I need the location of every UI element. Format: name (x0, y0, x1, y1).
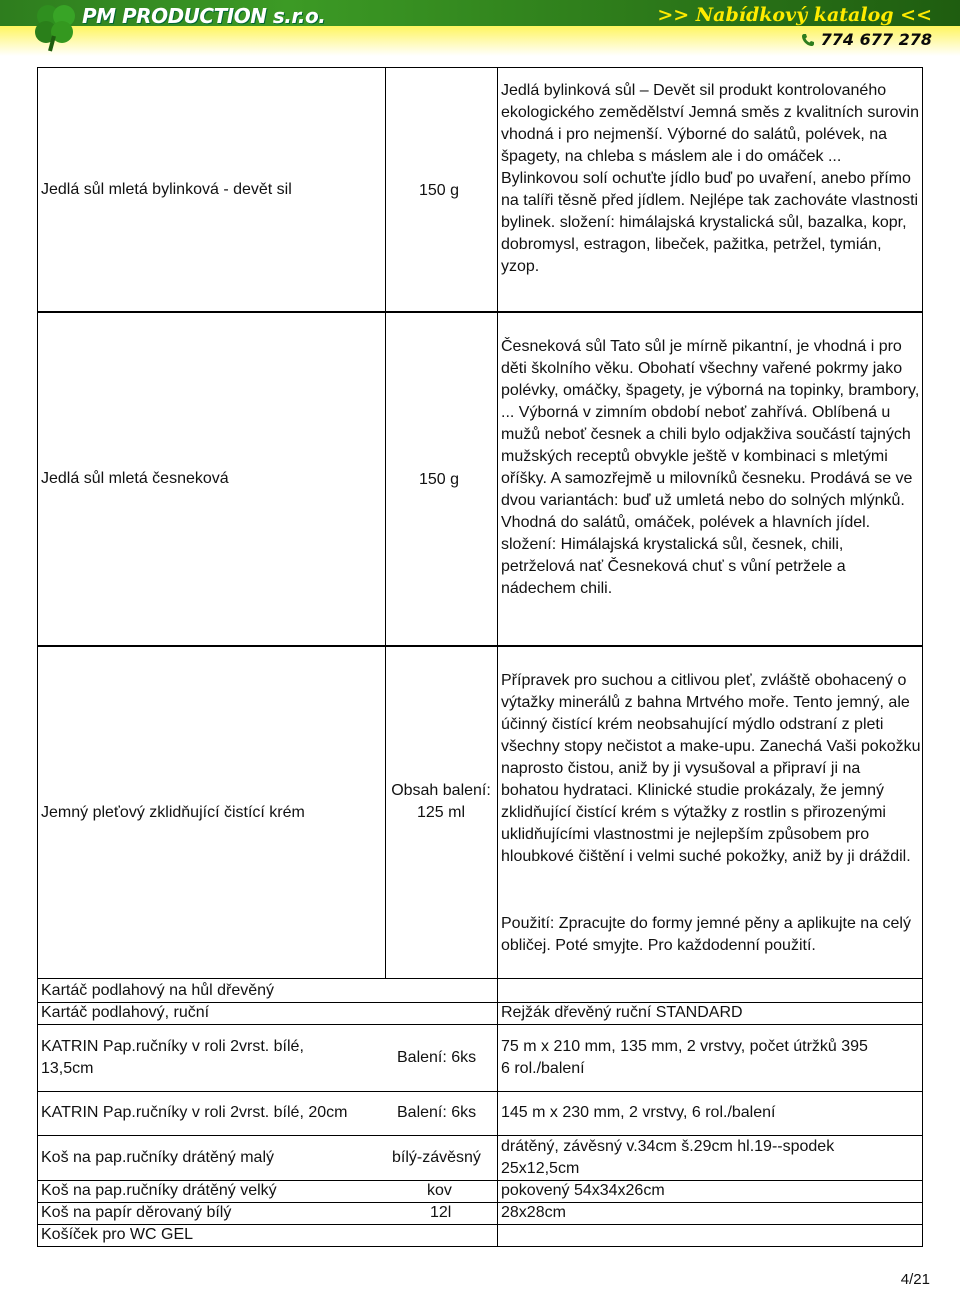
item-package: 12l (430, 1204, 452, 1221)
page-number: 4/21 (900, 1271, 930, 1288)
product-name: Jemný pleťový zklidňující čistící krém (41, 804, 305, 821)
item-description: 28x28cm (501, 1204, 566, 1221)
item-name: KATRIN Pap.ručníky v roli 2vrst. bílé, (41, 1038, 304, 1055)
item-name: Koš na papír děrovaný bílý (41, 1204, 232, 1221)
divider (497, 312, 498, 646)
item-description: 75 m x 210 mm, 135 mm, 2 vrstvy, počet útržků 395 (501, 1038, 868, 1055)
product-size: 150 g (419, 471, 460, 488)
item-package: bílý-závěsný (392, 1149, 481, 1166)
item-name: Koš na pap.ručníky drátěný malý (41, 1149, 275, 1166)
item-package: kov (427, 1182, 452, 1199)
item-name: Kartáč podlahový na hůl dřevěný (41, 982, 275, 999)
item-name: Koš na pap.ručníky drátěný velký (41, 1182, 277, 1199)
divider (385, 312, 386, 646)
product-name: Jedlá sůl mletá česneková (41, 470, 229, 487)
item-description: 145 m x 230 mm, 2 vrstvy, 6 rol./balení (501, 1104, 776, 1121)
item-description: 6 rol./balení (501, 1060, 585, 1077)
row-line (37, 1024, 923, 1025)
phone-icon (801, 33, 815, 47)
product-description: Přípravek pro suchou a citlivou pleť, zvláště obohacený o výtažky minerálů z bahna Mrtvého moře. Tento jemný, ale účinný čistící krém neobsahující mýdlo odstraní z pleti všechny stopy nečistot a make-upu. Zanechá Vaši pokožku naprosto čistou, aniž by ji vysušoval a připraví ji na bohatou hydrataci. Klinické studie prokázaly, že jemný zklidňující čistící krém s výtažky z rostlin s přirozenými uklidňujícími vlastnostmi je nejlepším způsobem pro hloubkové čištění i velmi suché pokožky, aniž by ji dráždil. (501, 672, 921, 865)
phone-text: 774 677 278 (820, 30, 932, 49)
catalog-title: >> Nabídkový katalog << (657, 4, 932, 26)
row-line (37, 1091, 923, 1092)
item-description: Rejžák dřevěný ruční STANDARD (501, 1004, 743, 1021)
item-name: Kartáč podlahový, ruční (41, 1004, 210, 1021)
item-package: Balení: 6ks (397, 1049, 477, 1066)
divider (497, 67, 498, 312)
item-package: Balení: 6ks (397, 1104, 477, 1121)
product-size: 150 g (419, 182, 460, 199)
divider (497, 646, 498, 979)
phone-number (801, 30, 932, 49)
product-name: Jedlá sůl mletá bylinková - devět sil (41, 181, 292, 198)
item-description: pokovený 54x34x26cm (501, 1182, 665, 1199)
product-description: Jedlá bylinková sůl – Devět sil produkt kontrolovaného ekologického zemědělství Jemná směs z kvalitních surovin vhodná i pro nejmenší. Výborné do salátů, polévek, na špagety, na chleba s máslem ale i do omáček ... Bylinkovou solí ochuťte jídlo buď po uvaření, anebo přímo na talíři těsně před jídlem. Nejlépe tak zachováte vlastnosti bylinek. složení: himálajská krystalická sůl, bazalka, kopr, dobromysl, estragon, libeček, pažitka, petržel, tymián, yzop. (501, 82, 919, 275)
divider (497, 979, 498, 1247)
divider (385, 67, 386, 312)
clover-logo-icon (26, 2, 90, 52)
item-description: 25x12,5cm (501, 1160, 580, 1177)
product-description: Česneková sůl Tato sůl je mírně pikantní, je vhodná i pro děti školního věku. Obohatí všechny vařené pokrmy jako polévky, omáčky, špagety, je výborná na topinky, brambory, ... Výborná v zimním období neboť zahřívá. Oblíbená u mužů neboť česnek a chili bylo odjakživa součástí tajných mužských receptů obvykle ještě v kombinaci s mletými oříšky. A samozřejmě u milovníků česneku. Prodává se ve dvou variantách: buď už umletá nebo do solných mlýnků. Vhodná do salátů, omáček, polévek a hlavních jídel. složení: Himálajská krystalická sůl, česnek, chili, petrželová nať Česneková chuť s vůní petržele a nádechem chili. (501, 338, 920, 597)
item-description: drátěný, závěsný v.34cm š.29cm hl.19--spodek (501, 1138, 835, 1155)
page-header (0, 0, 960, 56)
item-name: 13,5cm (41, 1060, 94, 1077)
company-name: PM PRODUCTION s.r.o. (82, 4, 326, 28)
product-size: Obsah balení: 125 ml (391, 782, 491, 821)
item-name: Košíček pro WC GEL (41, 1226, 194, 1243)
divider (385, 646, 386, 979)
product-usage: Použití: Zpracujte do formy jemné pěny a aplikujte na celý obličej. Poté smyjte. Pro každodenní použití. (501, 915, 911, 954)
item-name: KATRIN Pap.ručníky v roli 2vrst. bílé, 20cm (41, 1104, 348, 1121)
